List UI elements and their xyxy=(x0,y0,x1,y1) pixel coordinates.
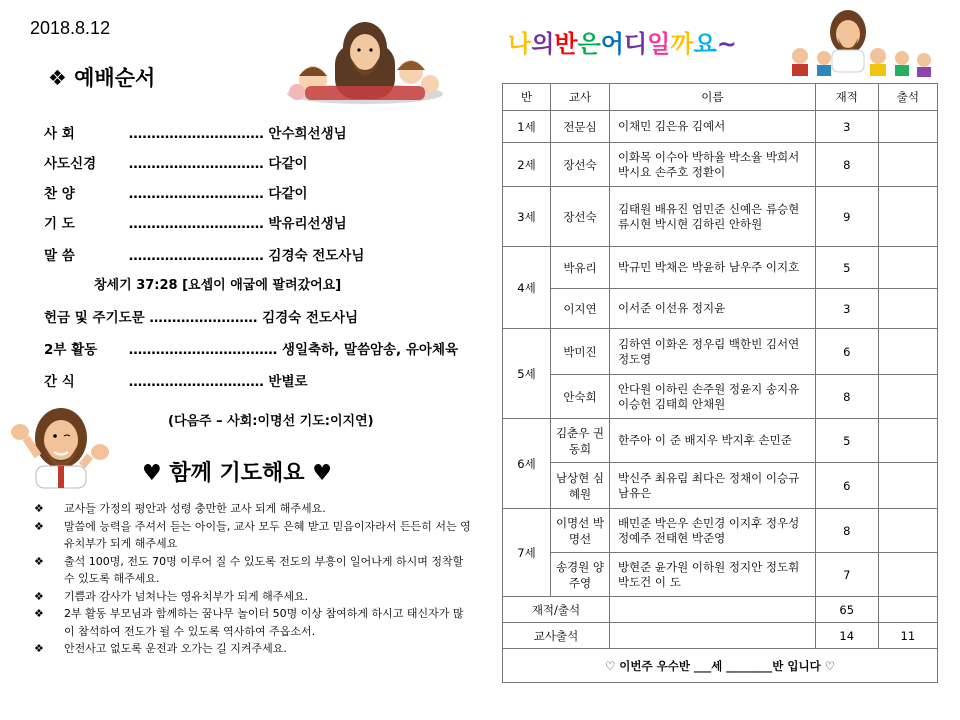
table-row xyxy=(503,111,938,143)
jesus-kids-illustration xyxy=(786,6,936,80)
jesus-children-illustration xyxy=(285,14,445,104)
teacher-blank xyxy=(609,623,815,649)
class-title xyxy=(508,24,737,59)
order-label: 기 도 xyxy=(44,216,75,232)
cell-names: 김태원 배유진 엄민준 신예은 류승현 류시현 박시현 김하린 안하원 xyxy=(609,187,815,247)
cell-enrolled: 5 xyxy=(815,419,878,463)
diamond-bullet-icon: ❖ xyxy=(34,642,44,655)
cell-attend[interactable] xyxy=(878,375,937,419)
teacher-enrolled: 14 xyxy=(815,623,878,649)
cell-class: 5세 xyxy=(503,329,551,419)
cell-teacher: 박유리 xyxy=(551,247,610,289)
cell-attend[interactable] xyxy=(878,143,937,187)
order-value: 김경숙 전도사님 xyxy=(262,310,359,326)
title-char: 은 xyxy=(577,30,601,58)
prayer-item: ❖ 말씀에 능력을 주셔서 듣는 아이들, 교사 모두 은혜 받고 믿음이자라서 든든히 서는 영유치부가 되게 해주세요 xyxy=(34,519,471,550)
prayer-item: ❖ 기쁨과 감사가 넘쳐나는 영유치부가 되게 해주세요. xyxy=(34,588,474,606)
cell-teacher: 안숙희 xyxy=(551,375,610,419)
cell-names: 김하연 이화온 정우림 백한빈 김서연 정도영 xyxy=(609,329,815,375)
prayer-item: ❖ 안전사고 없도록 운전과 오가는 길 지켜주세요. xyxy=(34,640,474,658)
cell-attend[interactable] xyxy=(878,289,937,329)
order-value: 생일축하, 말씀암송, 유아체육 xyxy=(281,342,459,358)
prayer-item: ❖ 교사들 가정의 평안과 성령 충만한 교사 되게 해주세요. xyxy=(34,500,474,518)
cell-teacher: 남상현 심혜원 xyxy=(551,463,610,509)
table-row xyxy=(503,509,938,553)
teacher-attend: 11 xyxy=(878,623,937,649)
cell-attend[interactable] xyxy=(878,187,937,247)
cell-enrolled: 3 xyxy=(815,111,878,143)
cell-teacher: 김춘우 권동희 xyxy=(551,419,610,463)
total-row xyxy=(503,597,938,623)
teacher-label: 교사출석 xyxy=(503,623,610,649)
order-label: 사 회 xyxy=(44,126,75,142)
cell-enrolled: 8 xyxy=(815,509,878,553)
cell-enrolled: 9 xyxy=(815,187,878,247)
title-char: 나 xyxy=(508,30,532,58)
order-label: 2부 활동 xyxy=(44,342,98,358)
order-row-prayer xyxy=(44,212,347,232)
order-value: 다같이 xyxy=(268,186,308,202)
order-row-praise xyxy=(44,182,308,202)
prayer-list xyxy=(34,500,474,658)
table-row xyxy=(503,187,938,247)
cell-names: 안다원 이하린 손주원 정윤지 송지유 이승헌 김태희 안채원 xyxy=(609,375,815,419)
diamond-bullet-icon: ❖ xyxy=(34,554,44,568)
best-class-row xyxy=(503,649,938,683)
title-char: ~ xyxy=(716,30,737,58)
order-label: 찬 양 xyxy=(44,186,75,202)
order-dots: …………………………… xyxy=(128,342,278,358)
diamond-bullet-icon: ❖ xyxy=(34,519,44,533)
cell-attend[interactable] xyxy=(878,553,937,597)
order-dots: ………………………… xyxy=(128,216,264,232)
attendance-table xyxy=(502,83,938,683)
total-label: 재적/출석 xyxy=(503,597,610,623)
cell-enrolled: 8 xyxy=(815,375,878,419)
prayer-item: ❖ 출석 100명, 전도 70명 이루어 질 수 있도록 전도의 부흥이 일어나게 하시며 정착할 수 있도록 해주세요. xyxy=(34,554,464,585)
title-char: 디 xyxy=(623,30,648,58)
table-row xyxy=(503,143,938,187)
header-names: 이름 xyxy=(609,84,815,111)
order-dots: ………………………… xyxy=(128,374,264,390)
order-dots: ………………………… xyxy=(128,126,264,142)
bulletin-date: 2018.8.12 xyxy=(30,18,111,38)
cell-attend[interactable] xyxy=(878,329,937,375)
table-row xyxy=(503,329,938,375)
cell-attend[interactable] xyxy=(878,111,937,143)
order-value: 다같이 xyxy=(268,156,308,172)
cell-enrolled: 5 xyxy=(815,247,878,289)
cell-enrolled: 7 xyxy=(815,553,878,597)
cell-enrolled: 3 xyxy=(815,289,878,329)
order-value: 박유리선생님 xyxy=(268,216,347,232)
cell-class: 3세 xyxy=(503,187,551,247)
diamond-bullet-icon: ❖ xyxy=(34,589,44,603)
order-row-snack xyxy=(44,370,308,390)
order-value: 안수희선생님 xyxy=(268,126,347,142)
cell-names: 박신주 최유림 최다은 정채이 이승규 남유은 xyxy=(609,463,815,509)
jesus-waving-illustration xyxy=(8,394,114,490)
cell-teacher: 장선숙 xyxy=(551,143,610,187)
cell-names: 이화목 이수아 박하율 박소율 박희서 박시요 손주호 정환이 xyxy=(609,143,815,187)
cell-names: 이서준 이선유 정지윤 xyxy=(609,289,815,329)
cell-names: 배민준 박은우 손민경 이지후 정우성 정예주 전태현 박준영 xyxy=(609,509,815,553)
header-attend: 출석 xyxy=(878,84,937,111)
next-week-note: (다음주 – 사회:이명선 기도:이지연) xyxy=(168,414,374,429)
table-row xyxy=(503,247,938,289)
prayer-item: ❖ 2부 활동 부모님과 함께하는 꿈나무 놀이터 50명 이상 참여하게 하시고 태신자가 많이 참석하여 전도가 될 수 있도록 역사하여 주옵소서. xyxy=(34,607,464,638)
order-row-activity xyxy=(44,338,458,358)
worship-order-title-text: 예배순서 xyxy=(74,66,156,90)
table-row xyxy=(503,289,938,329)
cell-names: 박규민 박채은 박윤하 남우주 이지호 xyxy=(609,247,815,289)
cell-enrolled: 6 xyxy=(815,463,878,509)
diamond-bullet-icon: ❖ xyxy=(34,502,44,515)
best-class-text: ♡ 이번주 우수반 ___세 ________반 입니다 ♡ xyxy=(503,649,938,683)
title-char: 어 xyxy=(600,30,624,58)
total-enrolled: 65 xyxy=(815,597,878,623)
cell-names: 한주아 이 준 배지우 박지후 손민준 xyxy=(609,419,815,463)
total-attend[interactable] xyxy=(878,597,937,623)
table-row xyxy=(503,463,938,509)
order-dots: ………………………… xyxy=(128,156,264,172)
order-row-offering xyxy=(44,306,358,326)
order-label: 헌금 및 주기도문 xyxy=(44,310,145,326)
cell-attend[interactable] xyxy=(878,509,937,553)
order-label: 말 씀 xyxy=(44,248,75,264)
cell-teacher: 이명선 박명선 xyxy=(551,509,610,553)
order-dots: …………………… xyxy=(149,310,258,326)
table-row xyxy=(503,419,938,463)
diamond-bullet-icon: ❖ xyxy=(48,66,67,90)
title-char: 반 xyxy=(554,30,578,58)
table-row xyxy=(503,553,938,597)
worship-order-title xyxy=(48,62,155,92)
cell-names: 방현준 윤가원 이하원 정지안 정도휘 박도건 이 도 xyxy=(609,553,815,597)
teacher-row xyxy=(503,623,938,649)
cell-teacher: 이지연 xyxy=(551,289,610,329)
order-row-sermon xyxy=(44,244,364,264)
order-value: 김경숙 전도사님 xyxy=(268,248,365,264)
title-char: 까 xyxy=(670,30,694,58)
cell-attend[interactable] xyxy=(878,463,937,509)
diamond-bullet-icon: ❖ xyxy=(34,607,44,620)
title-char: 요 xyxy=(693,30,717,58)
order-dots: ………………………… xyxy=(128,248,264,264)
header-enrolled: 재적 xyxy=(815,84,878,111)
header-teacher: 교사 xyxy=(551,84,610,111)
header-class: 반 xyxy=(503,84,551,111)
order-dots: ………………………… xyxy=(128,186,264,202)
cell-class: 7세 xyxy=(503,509,551,597)
total-blank xyxy=(609,597,815,623)
order-row-host xyxy=(44,122,347,142)
order-label: 사도신경 xyxy=(44,156,97,172)
cell-enrolled: 6 xyxy=(815,329,878,375)
title-char: 의 xyxy=(531,30,555,58)
cell-attend[interactable] xyxy=(878,419,937,463)
table-header-row xyxy=(503,84,938,111)
table-row xyxy=(503,375,938,419)
cell-class: 1세 xyxy=(503,111,551,143)
cell-enrolled: 8 xyxy=(815,143,878,187)
title-char: 일 xyxy=(647,30,671,58)
cell-teacher: 전문심 xyxy=(551,111,610,143)
cell-attend[interactable] xyxy=(878,247,937,289)
cell-class: 4세 xyxy=(503,247,551,329)
cell-class: 6세 xyxy=(503,419,551,509)
order-value: 반별로 xyxy=(268,374,308,390)
cell-teacher: 박미진 xyxy=(551,329,610,375)
cell-teacher: 장선숙 xyxy=(551,187,610,247)
order-row-creed xyxy=(44,152,308,172)
cell-class: 2세 xyxy=(503,143,551,187)
order-label: 간 식 xyxy=(44,374,75,390)
cell-teacher: 송경원 양주영 xyxy=(551,553,610,597)
cell-names: 이채민 김은유 김예서 xyxy=(609,111,815,143)
prayer-title: ♥ 함께 기도해요 ♥ xyxy=(142,461,332,486)
scripture-reference: 창세기 37:28 [요셉이 애굽에 팔려갔어요] xyxy=(94,278,342,293)
